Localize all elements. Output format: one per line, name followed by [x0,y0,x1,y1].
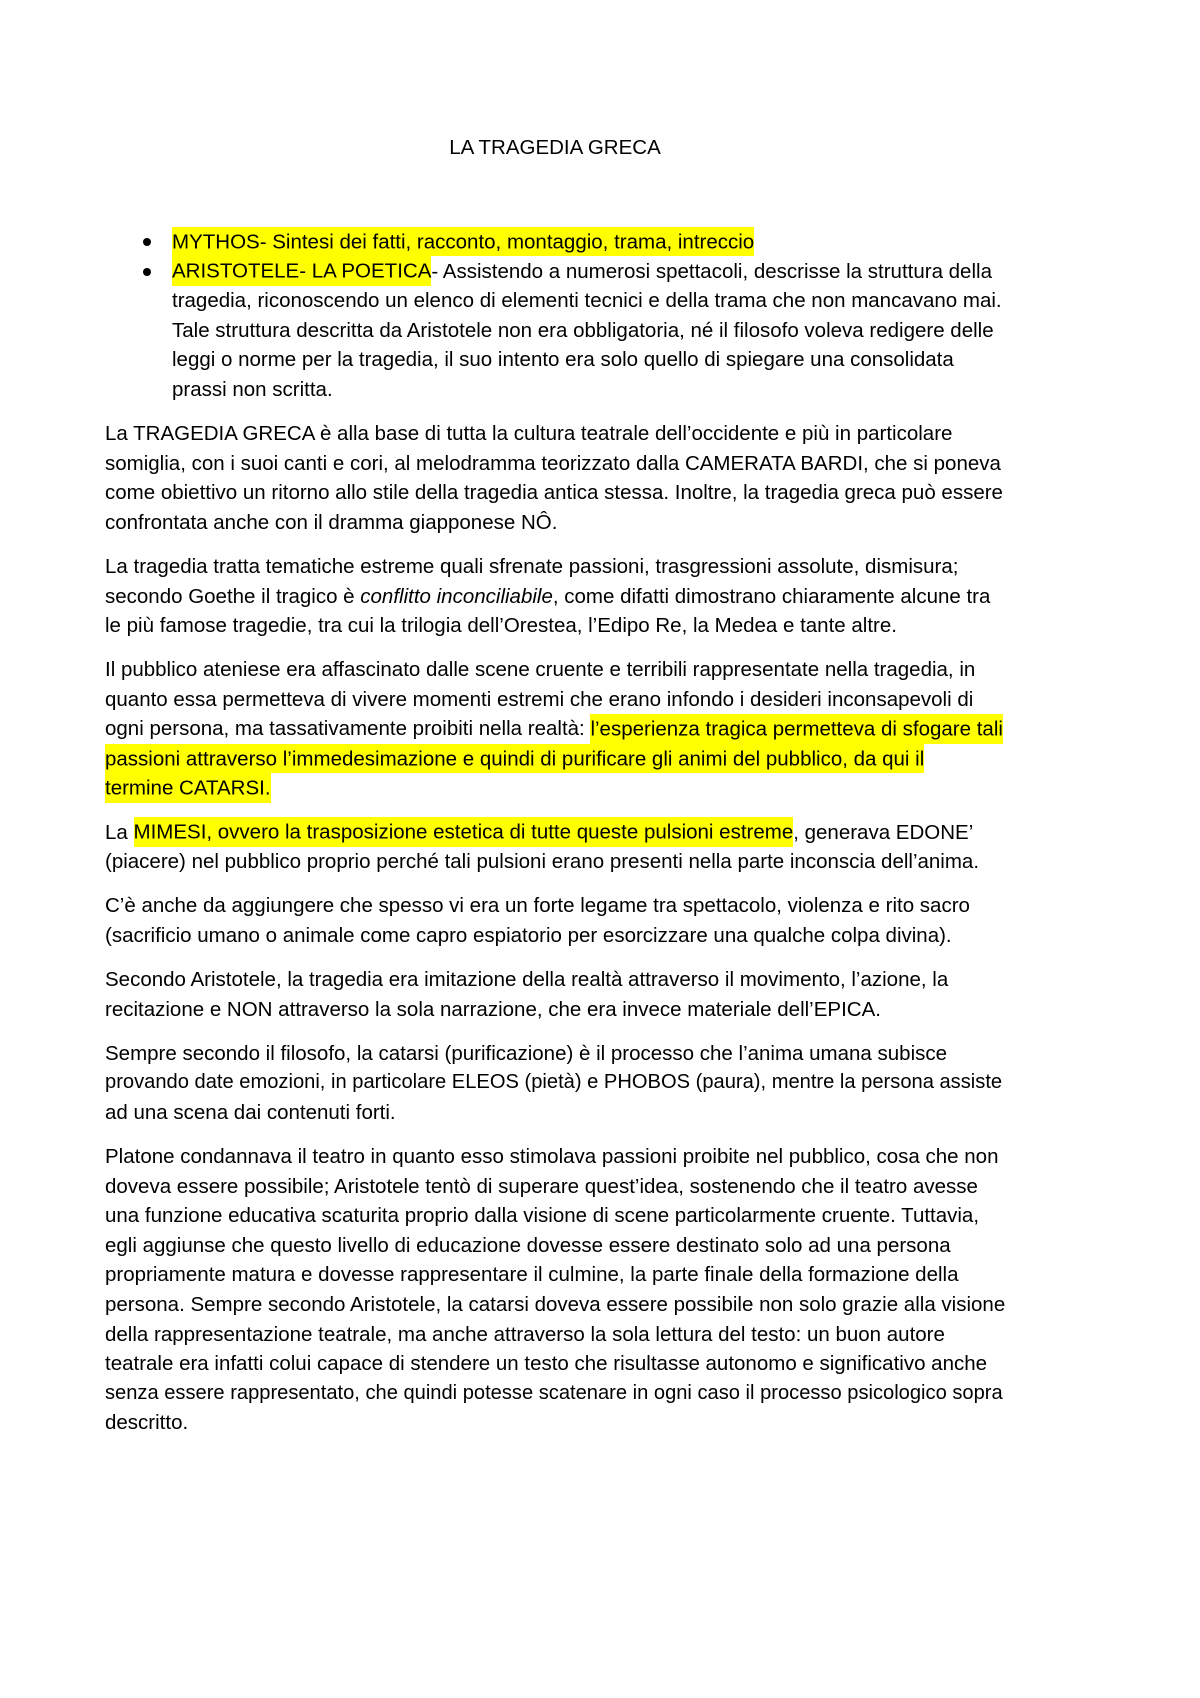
text-line [105,847,1005,877]
text-run: senza essere rappresentato, che quindi potesse scatenare in ogni caso il processo psicologico sopra [105,1381,1003,1404]
text-line [105,1142,1005,1172]
text-line [105,818,1005,848]
text-line [105,744,1005,774]
text-line [105,1098,1005,1128]
text-run: della rappresentazione teatrale, ma anche attraverso la sola lettura del testo: un buon autore [105,1322,945,1346]
text-line [105,1201,1005,1231]
text-run: doveva essere possibile; Aristotele tentò di superare quest’idea, sostenendo che il teatro avesse [105,1174,978,1198]
text-run: tragedia, riconoscendo un elenco di elementi tecnici e della trama che non mancavano mai. [172,289,1002,313]
text-line [172,286,1005,316]
text-line [172,345,1005,375]
text-run: prassi non scritta. [172,377,333,401]
text-run: secondo Goethe il tragico è [105,584,361,608]
text-run: quanto essa permetteva di vivere momenti estremi che erano infondo i desideri inconsapevoli di [105,687,974,711]
text-line [105,965,1005,995]
paragraph [105,552,1005,641]
text-line [105,714,1005,744]
text-line [172,375,1005,405]
body-text [105,419,1005,1438]
text-run: persona. Sempre secondo Aristotele, la catarsi doveva essere possibile non solo grazie alla visione [105,1292,1006,1316]
text-run: provando date emozioni, in particolare ELEOS (pietà) e PHOBOS (paura), mentre la persona assiste [105,1071,1003,1094]
page-content [105,133,1005,1452]
document-title: LA TRAGEDIA GRECA [449,136,661,159]
text-run: le più famose tragedie, tra cui la trilogia dell’Orestea, l’Edipo Re, la Medea e tante altre. [105,614,897,638]
text-run: C’è anche da aggiungere che spesso vi era un forte legame tra spettacolo, violenza e rito sacro [105,894,970,918]
highlighted-text: MYTHOS- Sintesi dei fatti, racconto, montaggio, trama, intreccio [172,227,754,257]
text-run: recitazione e NON attraverso la sola narrazione, che era invece materiale dell’EPICA. [105,997,881,1021]
text-line [172,257,1005,287]
text-run: Secondo Aristotele, la tragedia era imitazione della realtà attraverso il movimento, l’azione, la [105,968,949,992]
text-run: somiglia, con i suoi canti e cori, al melodramma teorizzato dalla CAMERATA BARDI, che si poneva [105,451,1001,475]
paragraph [105,965,1005,1024]
text-line [105,1379,1005,1409]
text-line [105,1231,1005,1261]
paragraph [105,655,1005,803]
text-line [105,685,1005,715]
highlighted-text: MIMESI, ovvero la trasposizione estetica di tutte queste pulsioni estreme [134,817,794,847]
text-run: ad una scena dai contenuti forti. [105,1100,396,1124]
text-run: Il pubblico ateniese era affascinato dalle scene cruente e terribili rappresentate nella tragedia, in [105,658,976,682]
text-line [105,1172,1005,1202]
paragraph [105,1142,1005,1438]
text-run: La TRAGEDIA GRECA è alla base di tutta la cultura teatrale dell’occidente e più in particolare [105,422,953,446]
text-line [105,921,1005,951]
text-run: come obiettivo un ritorno allo stile della tragedia antica stessa. Inoltre, la tragedia greca può essere [105,481,1003,505]
text-run: , generava EDONE’ [793,820,974,844]
bullet-icon [143,238,151,246]
text-line [105,655,1005,685]
text-run: ogni persona, ma tassativamente proibiti nella realtà: [105,717,591,741]
text-line [105,582,1005,612]
text-line [105,1349,1005,1379]
text-run: (piacere) nel pubblico proprio perché tali pulsioni erano presenti nella parte inconscia dell’anima. [105,850,980,874]
text-line [105,1320,1005,1350]
text-run: Tale struttura descritta da Aristotele non era obbligatoria, né il filosofo voleva redigere delle [172,318,994,342]
text-line [105,478,1005,508]
highlighted-text: passioni attraverso l’immedesimazione e quindi di purificare gli animi del pubblico, da qui il [105,744,924,774]
text-line [105,1408,1005,1438]
text-line [105,419,1005,449]
bullet-list [105,227,1005,405]
bullet-icon [143,268,151,276]
text-line [105,1290,1005,1320]
bullet-item [105,257,1005,405]
paragraph [105,818,1005,877]
text-run: confrontata anche con il dramma giapponese NÔ. [105,510,558,534]
text-run: - Assistendo a numerosi spettacoli, descrisse la struttura della [431,259,992,283]
text-line [105,995,1005,1025]
text-run: La tragedia tratta tematiche estreme quali sfrenate passioni, trasgressioni assolute, dismisura; [105,554,959,578]
text-run: Sempre secondo il filosofo, la catarsi (purificazione) è il processo che l’anima umana subisce [105,1041,948,1065]
text-line [105,508,1005,538]
italic-text: conflitto inconciliabile [360,584,553,608]
text-run: (sacrificio umano o animale come capro espiatorio per esorcizzare una qualche colpa divina). [105,923,952,947]
text-run: teatrale era infatti colui capace di stendere un testo che risultasse autonomo e significativo anche [105,1352,988,1376]
highlighted-text: ARISTOTELE- LA POETICA [172,256,431,286]
bullet-item [105,227,1005,257]
text-line [105,774,1005,804]
text-run: descritto. [105,1411,189,1435]
text-run: leggi o norme per la tragedia, il suo intento era solo quello di spiegare una consolidata [172,348,954,372]
paragraph [105,1039,1005,1128]
text-line [105,1068,1005,1098]
text-line [105,1260,1005,1290]
paragraph [105,891,1005,950]
text-line [105,552,1005,582]
text-run: , come difatti dimostrano chiaramente alcune tra [552,584,991,608]
text-line [172,227,1005,257]
text-run: Platone condannava il teatro in quanto esso stimolava passioni proibite nel pubblico, cosa che non [105,1145,999,1169]
text-line [105,449,1005,479]
text-run: egli aggiunse che questo livello di educazione dovesse essere destinato solo ad una persona [105,1233,951,1257]
text-run: La [105,820,134,844]
highlighted-text: l’esperienza tragica permetteva di sfogare tali [590,714,1003,744]
text-run: una funzione educativa scaturita proprio dalla visione di scene particolarmente cruente. Tuttavia, [105,1204,980,1228]
text-run: propriamente matura e dovesse rappresentare il culmine, la parte finale della formazione della [105,1263,959,1287]
text-line [105,891,1005,921]
text-line [105,1039,1005,1069]
highlighted-text: termine CATARSI. [105,773,271,803]
text-line [172,316,1005,346]
text-line [105,611,1005,641]
paragraph [105,419,1005,537]
